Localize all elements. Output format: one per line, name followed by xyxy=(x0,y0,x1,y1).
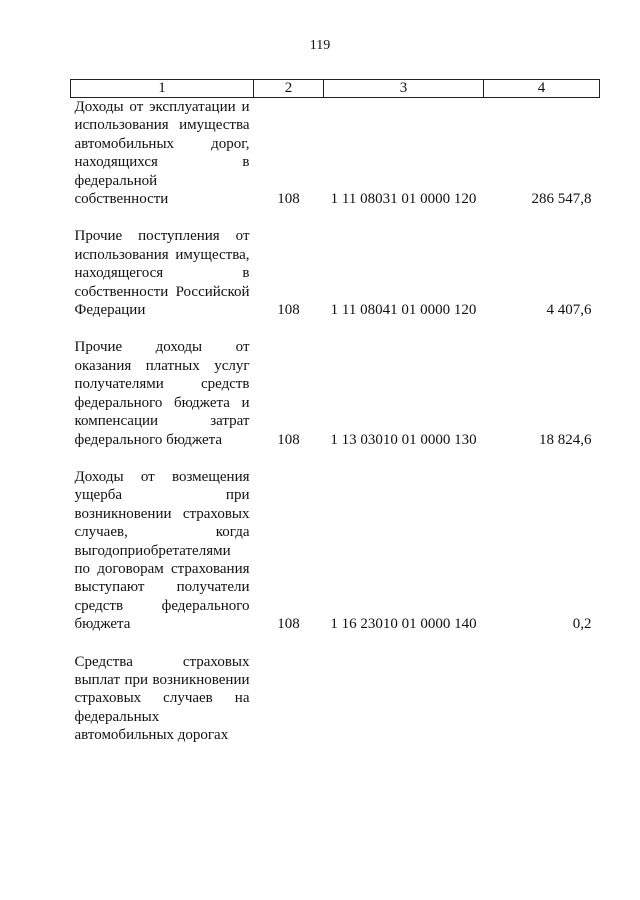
amount-cell: 0,2 xyxy=(572,616,592,633)
revenue-name-cell: Доходы от эксплуатации и использования имущества автомобильных дорог, находящихся в федеральной собственности xyxy=(74,99,250,208)
revenue-name-cell: Прочие доходы от оказания платных услуг получателями средств федерального бюджета и компенсации затрат федерального бюджета xyxy=(74,339,250,448)
revenue-table xyxy=(70,79,600,745)
amount-cell: 286 547,8 xyxy=(531,191,592,208)
row-spacer xyxy=(71,449,600,468)
column-header-2: 2 xyxy=(254,80,324,98)
row-spacer xyxy=(71,319,600,338)
admin-code-cell: 108 xyxy=(277,616,300,633)
amount-cell xyxy=(484,653,600,745)
revenue-name-cell: Средства страховых выплат при возникновении страховых случаев на федеральных автомобильных дорогах xyxy=(74,653,250,744)
row-spacer xyxy=(71,634,600,653)
admin-code-cell xyxy=(254,653,324,745)
page-number: 119 xyxy=(309,38,331,53)
budget-classification-code-cell xyxy=(324,653,484,745)
budget-classification-code-cell: 1 11 08041 01 0000 120 xyxy=(330,302,477,319)
admin-code-cell: 108 xyxy=(277,431,300,448)
admin-code-cell: 108 xyxy=(277,302,300,319)
revenue-name-cell: Доходы от возмещения ущерба при возникновении страховых случаев, когда выгодоприобретателями по договорам страхования выступают получатели средств федерального бюджета xyxy=(74,468,250,633)
column-header-3: 3 xyxy=(324,80,484,98)
budget-classification-code-cell: 1 13 03010 01 0000 130 xyxy=(330,431,477,448)
column-header-1: 1 xyxy=(71,80,254,98)
admin-code-cell: 108 xyxy=(277,191,300,208)
budget-classification-code-cell: 1 11 08031 01 0000 120 xyxy=(330,191,477,208)
row-spacer xyxy=(71,208,600,227)
table-row xyxy=(71,653,600,745)
table-row xyxy=(71,468,600,634)
amount-cell: 4 407,6 xyxy=(546,302,592,319)
table-row xyxy=(71,98,600,209)
table-row xyxy=(71,338,600,448)
table-row xyxy=(71,227,600,319)
column-number-header-row xyxy=(71,80,600,98)
revenue-name-cell: Прочие поступления от использования имущества, находящегося в собственности Российской Федерации xyxy=(74,228,250,319)
column-header-4: 4 xyxy=(484,80,600,98)
budget-classification-code-cell: 1 16 23010 01 0000 140 xyxy=(330,616,477,633)
amount-cell: 18 824,6 xyxy=(539,431,592,448)
